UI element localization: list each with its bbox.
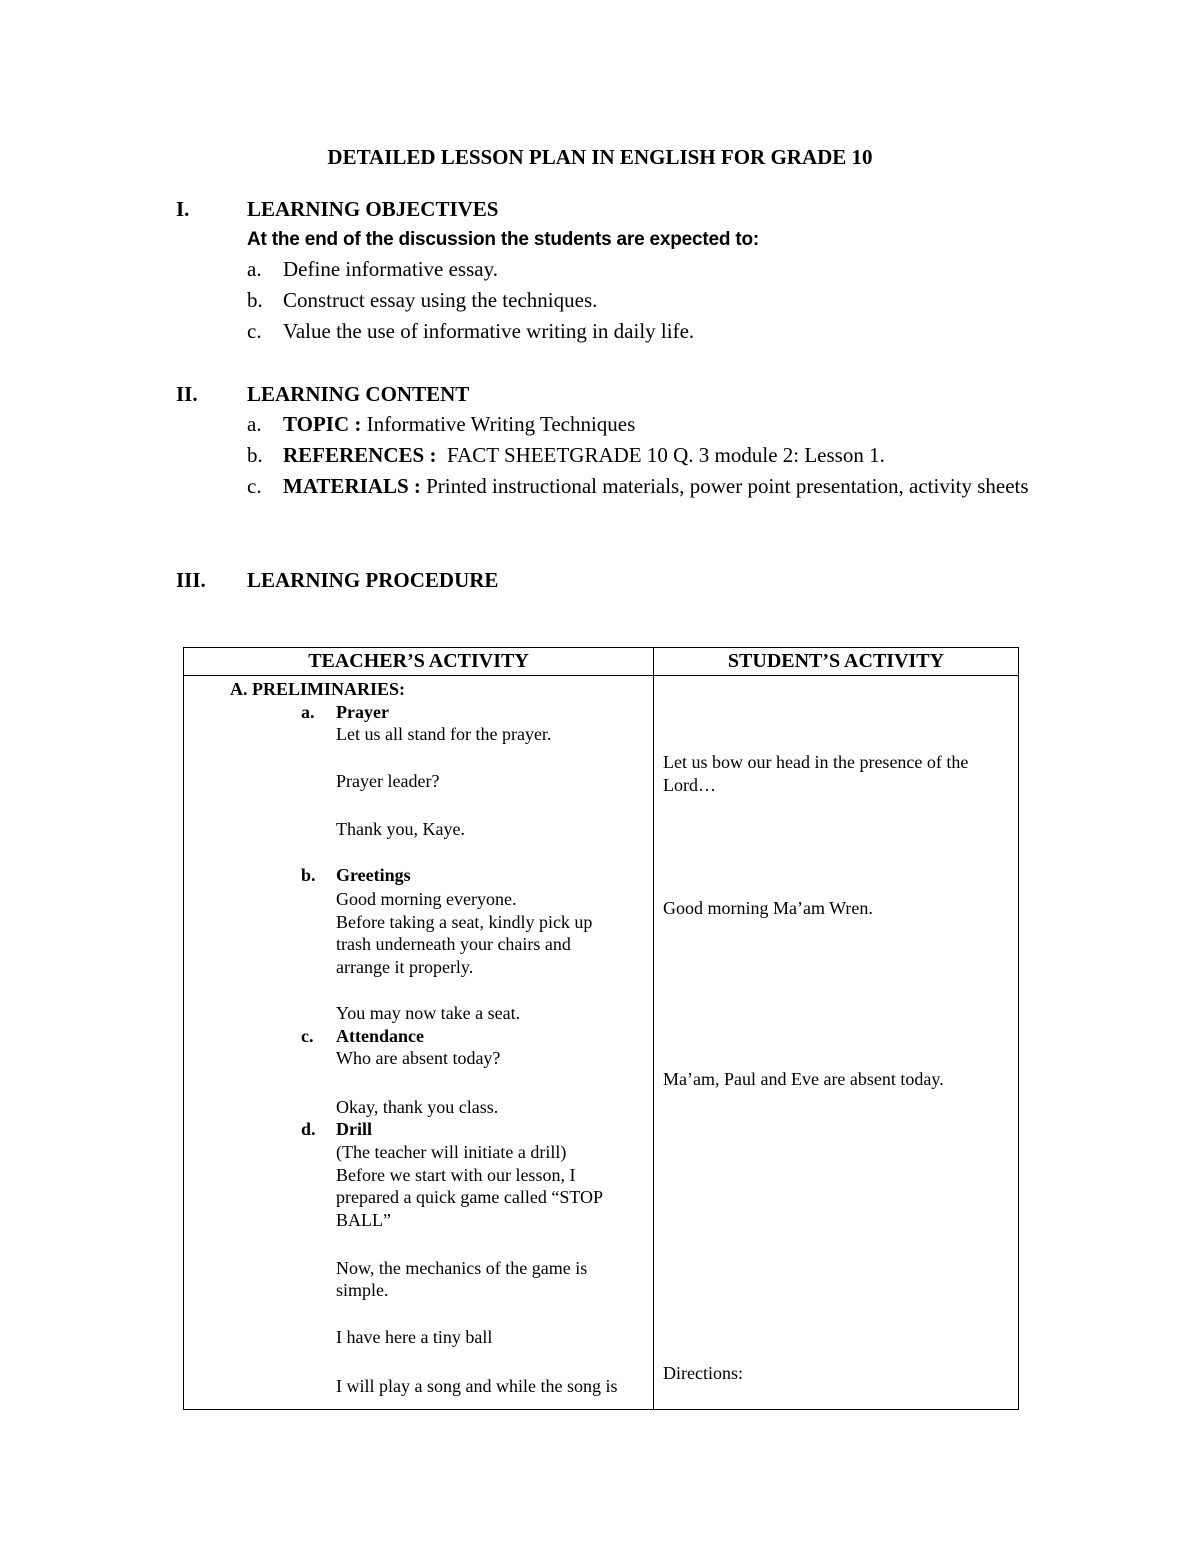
student-activity-cell [654, 676, 1019, 1410]
teacher-line: Before taking a seat, kindly pick up [336, 912, 593, 932]
objectives-intro: At the end of the discussion the students are expected to: [247, 229, 760, 250]
content-topic-letter: a. [247, 412, 262, 436]
prayer-heading: Prayer [336, 702, 389, 722]
preliminaries-heading: A. PRELIMINARIES: [230, 679, 406, 699]
student-line: Ma’am, Paul and Eve are absent today. [663, 1069, 944, 1089]
section-1-title: LEARNING OBJECTIVES [247, 197, 499, 221]
teacher-activity-header: TEACHER’S ACTIVITY [184, 648, 654, 676]
teacher-line: Prayer leader? [336, 771, 440, 791]
content-topic-label: TOPIC : [283, 412, 362, 436]
content-materials-label: MATERIALS : [283, 474, 421, 498]
section-2-title: LEARNING CONTENT [247, 382, 470, 406]
teacher-line: trash underneath your chairs and [336, 934, 571, 954]
teacher-activity-cell [184, 676, 654, 1410]
content-materials-letter: c. [247, 474, 262, 498]
greetings-heading: Greetings [336, 865, 411, 885]
objective-b-letter: b. [247, 288, 263, 312]
prayer-letter: a. [301, 702, 315, 722]
section-3-number: III. [176, 568, 206, 592]
teacher-line: Good morning everyone. [336, 889, 517, 909]
student-line: Let us bow our head in the presence of the [663, 752, 969, 772]
document-title: DETAILED LESSON PLAN IN ENGLISH FOR GRADE 10 [327, 145, 873, 169]
attendance-letter: c. [301, 1026, 314, 1046]
teacher-line: BALL” [336, 1210, 391, 1230]
teacher-line: Okay, thank you class. [336, 1097, 499, 1117]
teacher-line: I will play a song and while the song is [336, 1376, 618, 1396]
teacher-line: I have here a tiny ball [336, 1327, 493, 1347]
section-2-number: II. [176, 382, 198, 406]
content-materials-text: Printed instructional materials, power point presentation, activity sheets [420, 474, 1029, 498]
content-references-label: REFERENCES : [283, 443, 437, 467]
objective-c-text: Value the use of informative writing in daily life. [283, 319, 695, 343]
content-references-letter: b. [247, 443, 263, 467]
teacher-line: You may now take a seat. [336, 1003, 521, 1023]
teacher-line: Now, the mechanics of the game is [336, 1258, 588, 1278]
teacher-line: Before we start with our lesson, I [336, 1165, 576, 1185]
teacher-line: simple. [336, 1280, 389, 1300]
student-line: Good morning Ma’am Wren. [663, 898, 873, 918]
student-line: Directions: [663, 1363, 743, 1383]
table-row [184, 676, 1019, 1410]
attendance-heading: Attendance [336, 1026, 424, 1046]
drill-heading: Drill [336, 1119, 372, 1139]
table-header-row [184, 648, 1019, 676]
teacher-line: (The teacher will initiate a drill) [336, 1142, 567, 1162]
student-line: Lord… [663, 775, 716, 795]
drill-letter: d. [301, 1119, 316, 1139]
objective-c-letter: c. [247, 319, 262, 343]
student-activity-header: STUDENT’S ACTIVITY [654, 648, 1019, 676]
teacher-line: arrange it properly. [336, 957, 474, 977]
section-3-title: LEARNING PROCEDURE [247, 568, 499, 592]
greetings-letter: b. [301, 865, 316, 885]
content-references-text: FACT SHEETGRADE 10 Q. 3 module 2: Lesson 1. [436, 443, 885, 467]
section-1-number: I. [176, 197, 190, 221]
teacher-line: Who are absent today? [336, 1048, 501, 1068]
content-topic-text: Informative Writing Techniques [361, 412, 636, 436]
teacher-line: prepared a quick game called “STOP [336, 1187, 604, 1207]
teacher-line: Let us all stand for the prayer. [336, 724, 552, 744]
procedure-table [183, 647, 1019, 1410]
objective-a-text: Define informative essay. [283, 257, 498, 281]
objective-b-text: Construct essay using the techniques. [283, 288, 598, 312]
objective-a-letter: a. [247, 257, 262, 281]
teacher-line: Thank you, Kaye. [336, 819, 465, 839]
